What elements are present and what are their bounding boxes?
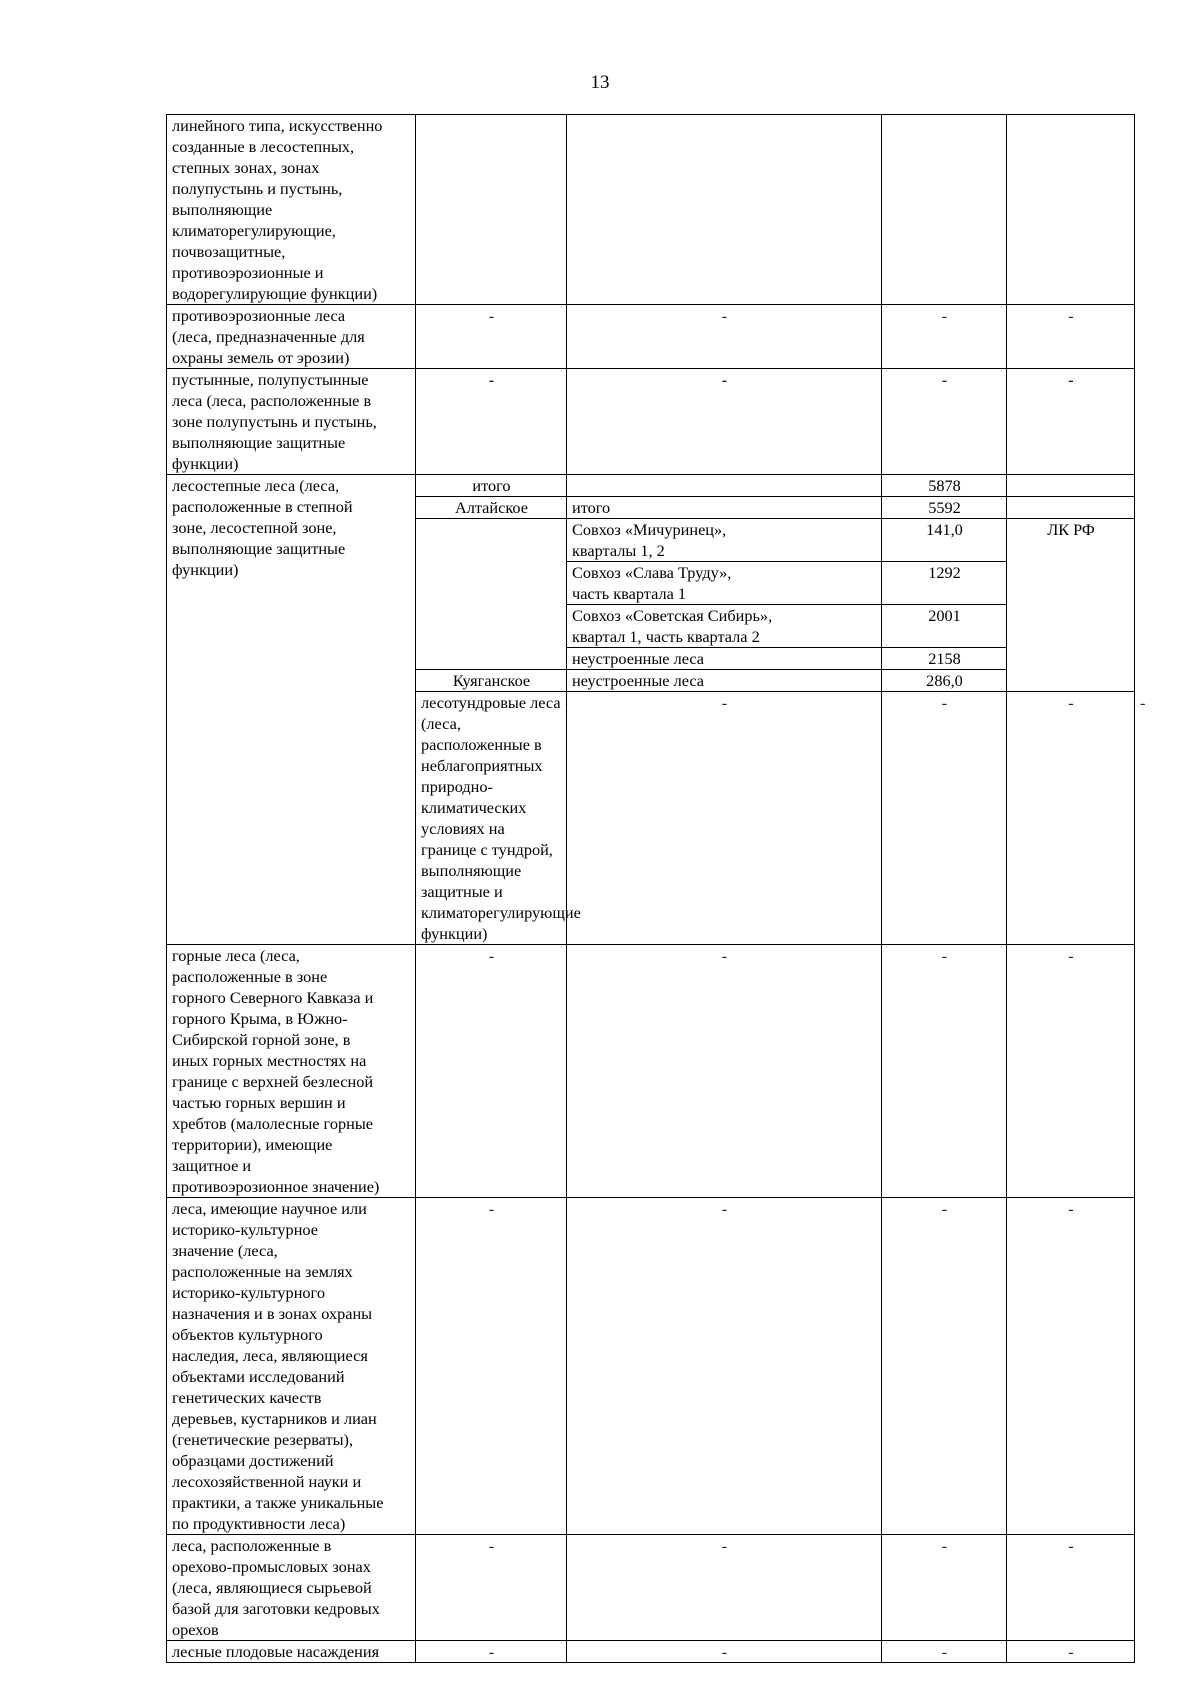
basis-cell: - <box>1007 305 1135 369</box>
basis-cell <box>1007 475 1135 497</box>
area-cell: - <box>882 1641 1007 1663</box>
area-cell: 286,0 <box>882 670 1007 692</box>
forestry-cell: - <box>416 1641 567 1663</box>
category-cell: леса, расположенные в орехово-промысловых зонах (леса, являющиеся сырьевой базой для заготовки кедровых орехов <box>167 1535 416 1641</box>
area-cell: 5878 <box>882 475 1007 497</box>
forestry-cell: итого <box>416 475 567 497</box>
location-cell: - <box>567 1198 882 1535</box>
forestry-cell: - <box>416 945 567 1198</box>
basis-cell: - <box>1007 1535 1135 1641</box>
page-number: 13 <box>590 72 610 93</box>
location-cell: - <box>567 945 882 1198</box>
area-cell: 1292 <box>882 562 1007 605</box>
table-row: лесотундровые леса (леса, расположенные в неблагоприятных природно- климатических условиях на границе с тундрой, выполняющие защитные и климаторегулирующие функции) - - - - <box>167 692 1135 945</box>
forestry-cell: - <box>416 305 567 369</box>
location-cell: - <box>882 692 1007 945</box>
basis-cell <box>1007 497 1135 519</box>
location-cell <box>567 475 882 497</box>
table-row <box>167 1198 1135 1535</box>
area-cell: 2158 <box>882 648 1007 670</box>
basis-cell: - <box>1007 1198 1135 1535</box>
forest-categories-table <box>166 114 1146 1663</box>
area-cell <box>882 115 1007 305</box>
category-cell: лесостепные леса (леса, расположенные в степной зоне, лесостепной зоне, выполняющие защитные функции) <box>167 475 416 945</box>
location-cell: неустроенные леса <box>567 670 882 692</box>
category-cell: лесотундровые леса (леса, расположенные в неблагоприятных природно- климатических условиях на границе с тундрой, выполняющие защитные и климаторегулирующие функции) <box>416 692 567 945</box>
category-cell: горные леса (леса, расположенные в зоне горного Северного Кавказа и горного Крыма, в Южно- Сибирской горной зоне, в иных горных местностях на границе с верхней безлесной частью горных вершин и хребтов (малолесные горные территории), имеющие защитное и противоэрозионное значение) <box>167 945 416 1198</box>
location-cell: - <box>567 1535 882 1641</box>
location-cell: - <box>567 1641 882 1663</box>
area-cell: - <box>1007 692 1135 945</box>
location-cell: итого <box>567 497 882 519</box>
table-row <box>167 1535 1135 1641</box>
basis-cell: ЛК РФ <box>1007 519 1135 692</box>
area-cell: - <box>882 1198 1007 1535</box>
forestry-cell <box>416 519 567 670</box>
forestry-cell: - <box>567 692 882 945</box>
table-row <box>167 945 1135 1198</box>
forestry-cell: - <box>416 1535 567 1641</box>
table-row <box>167 369 1135 475</box>
forestry-cell: - <box>416 369 567 475</box>
forestry-cell: Алтайское <box>416 497 567 519</box>
location-cell <box>567 115 882 305</box>
forestry-cell: Куяганское <box>416 670 567 692</box>
location-cell: - <box>567 369 882 475</box>
area-cell: - <box>882 369 1007 475</box>
basis-cell <box>1007 115 1135 305</box>
area-cell: 141,0 <box>882 519 1007 562</box>
basis-cell: - <box>1007 369 1135 475</box>
table-row <box>167 1641 1135 1663</box>
basis-cell: - <box>1007 945 1135 1198</box>
category-cell: леса, имеющие научное или историко-культурное значение (леса, расположенные на землях историко-культурного назначения и в зонах охраны объектов культурного наследия, леса, являющиеся объектами исследований генетических качеств деревьев, кустарников и лиан (генетические резерваты), образцами достижений лесохозяйственной науки и практики, а также уникальные по продуктивности леса) <box>167 1198 416 1535</box>
location-cell: Совхоз «Советская Сибирь», квартал 1, часть квартала 2 <box>567 605 882 648</box>
table-row <box>167 475 1135 497</box>
basis-cell: - <box>1007 1641 1135 1663</box>
area-cell: 5592 <box>882 497 1007 519</box>
table-row <box>167 305 1135 369</box>
location-cell: Совхоз «Мичуринец», кварталы 1, 2 <box>567 519 882 562</box>
category-cell: противоэрозионные леса (леса, предназначенные для охраны земель от эрозии) <box>167 305 416 369</box>
forestry-cell <box>416 115 567 305</box>
area-cell: - <box>882 1535 1007 1641</box>
location-cell: неустроенные леса <box>567 648 882 670</box>
area-cell: - <box>882 945 1007 1198</box>
area-cell: 2001 <box>882 605 1007 648</box>
forestry-cell: - <box>416 1198 567 1535</box>
category-cell: лесные плодовые насаждения <box>167 1641 416 1663</box>
table-row <box>167 115 1135 305</box>
category-cell: пустынные, полупустынные леса (леса, расположенные в зоне полупустынь и пустынь, выполняющие защитные функции) <box>167 369 416 475</box>
area-cell: - <box>882 305 1007 369</box>
category-cell: линейного типа, искусственно созданные в лесостепных, степных зонах, зонах полупустынь и пустынь, выполняющие климаторегулирующие, почвозащитные, противоэрозионные и водорегулирующие функции) <box>167 115 416 305</box>
location-cell: Совхоз «Слава Труду», часть квартала 1 <box>567 562 882 605</box>
location-cell: - <box>567 305 882 369</box>
